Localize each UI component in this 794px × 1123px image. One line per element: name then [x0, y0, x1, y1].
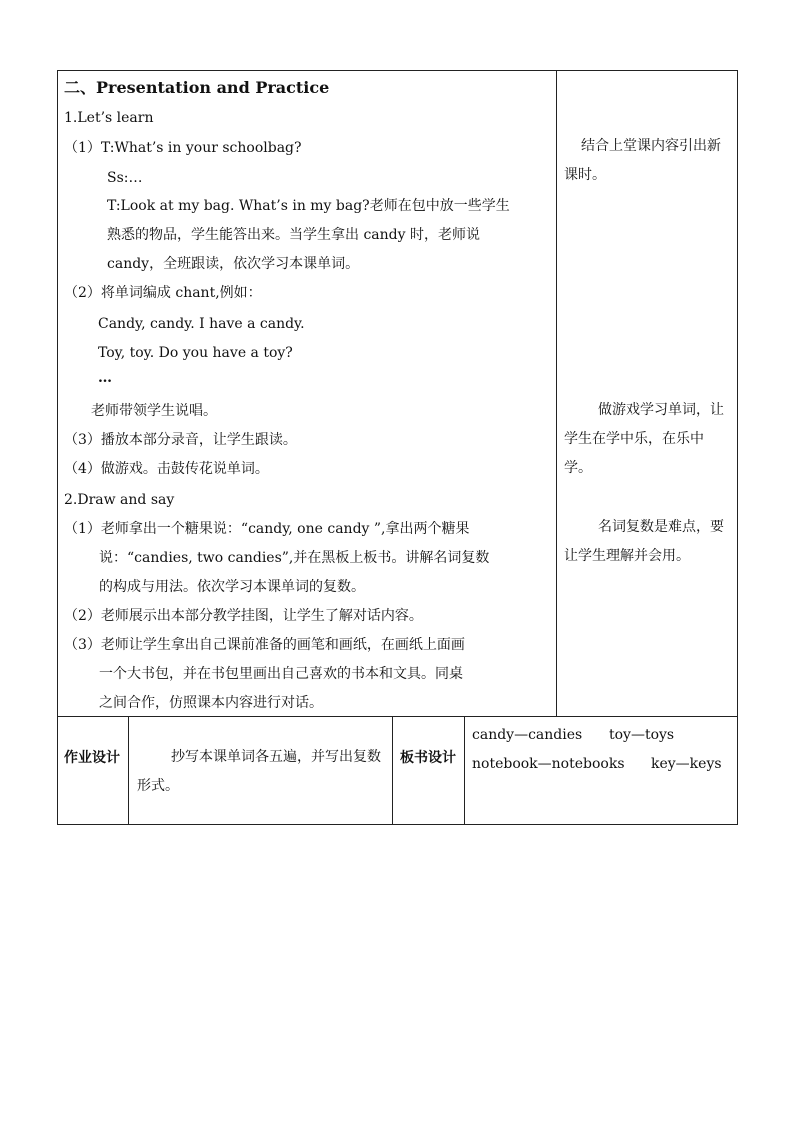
text-line: （3）播放本部分录音，让学生跟读。 [64, 432, 297, 448]
chant-line: Candy, candy. I have a candy. [98, 316, 305, 332]
board-item: notebook—notebooks [472, 756, 625, 772]
board-item: key—keys [651, 756, 722, 772]
text-line: Ss:… [107, 170, 143, 186]
part-heading: 2.Draw and say [64, 492, 175, 508]
board-label: 板书设计 [400, 750, 456, 766]
text-line: （2）将单词编成 chant,例如： [64, 285, 262, 301]
board-item: candy—candies [472, 727, 583, 743]
chant-line: Toy, toy. Do you have a toy? [98, 345, 293, 361]
homework-text: 抄写本课单词各五遍，并写出复数形式。 [137, 749, 381, 794]
text-line: candy，全班跟读，依次学习本课单词。 [107, 256, 360, 272]
homework-label: 作业设计 [64, 750, 120, 766]
text-line: 熟悉的物品，学生能答出来。当学生拿出 candy 时，老师说 [107, 227, 480, 243]
note-2: 做游戏学习单词，让学生在学中乐，在乐中学。 [564, 402, 724, 476]
text-line: 的构成与用法。依次学习本课单词的复数。 [99, 579, 365, 595]
text-line: （1）老师拿出一个糖果说：“candy, one candy ”,拿出两个糖果 [64, 521, 470, 537]
text-line: 之间合作，仿照课本内容进行对话。 [99, 695, 323, 711]
text-line: （2）老师展示出本部分教学挂图，让学生了解对话内容。 [64, 608, 423, 624]
section-title: 二、Presentation and Practice [64, 78, 330, 97]
ellipsis: … [98, 370, 112, 386]
note-1: 结合上堂课内容引出新课时。 [564, 138, 721, 183]
board-item: toy—toys [609, 727, 675, 743]
note-3: 名词复数是难点，要让学生理解并会用。 [564, 519, 724, 564]
row-divider [57, 716, 738, 717]
text-line: （4）做游戏。击鼓传花说单词。 [64, 461, 269, 477]
text-line: T:Look at my bag. What’s in my bag?老师在包中放一些学生 [107, 198, 510, 214]
text-line: 一个大书包，并在书包里画出自己喜欢的书本和文具。同桌 [99, 666, 463, 682]
part-heading: 1.Let’s learn [64, 110, 154, 126]
footer-divider-3 [464, 716, 465, 825]
footer-divider-1 [128, 716, 129, 825]
text-line: 老师带领学生说唱。 [91, 403, 217, 419]
text-line: （1）T:What’s in your schoolbag? [64, 140, 302, 156]
text-line: （3）老师让学生拿出自己课前准备的画笔和画纸，在画纸上面画 [64, 637, 465, 653]
text-line: 说：“candies, two candies”,并在黑板上板书。讲解名词复数 [99, 550, 490, 566]
column-divider [556, 70, 557, 716]
footer-divider-2 [392, 716, 393, 825]
